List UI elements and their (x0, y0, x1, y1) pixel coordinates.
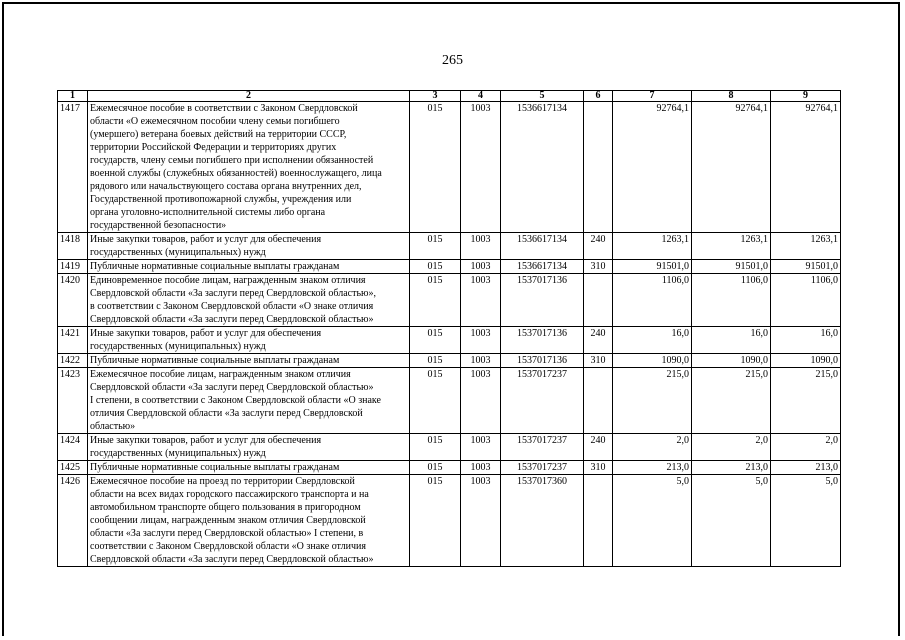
section-code-cell: 1003 (461, 434, 501, 461)
section-code-cell: 1003 (461, 461, 501, 475)
row-name-cell: Иные закупки товаров, работ и услуг для обеспечения государственных (муниципальных) нужд (88, 233, 410, 260)
amount-col8-cell: 1090,0 (692, 354, 771, 368)
budget-table (57, 90, 841, 567)
ministry-code-cell: 015 (410, 368, 461, 434)
ministry-code-cell: 015 (410, 327, 461, 354)
section-code-cell: 1003 (461, 368, 501, 434)
expense-type-code-cell: 240 (584, 327, 613, 354)
column-header-3: 3 (410, 91, 461, 102)
target-item-code-cell: 1537017136 (501, 354, 584, 368)
row-number-cell: 1423 (58, 368, 88, 434)
row-number-cell: 1424 (58, 434, 88, 461)
column-header-5: 5 (501, 91, 584, 102)
page-number: 265 (442, 53, 463, 68)
table-row (58, 434, 841, 461)
row-number-cell: 1421 (58, 327, 88, 354)
amount-col8-cell: 91501,0 (692, 260, 771, 274)
section-code-cell: 1003 (461, 233, 501, 260)
row-number-cell: 1425 (58, 461, 88, 475)
expense-type-code-cell: 310 (584, 461, 613, 475)
table-row (58, 475, 841, 567)
amount-col9-cell: 213,0 (771, 461, 841, 475)
amount-col9-cell: 2,0 (771, 434, 841, 461)
amount-col8-cell: 215,0 (692, 368, 771, 434)
amount-col8-cell: 1106,0 (692, 274, 771, 327)
target-item-code-cell: 1536617134 (501, 260, 584, 274)
section-code-cell: 1003 (461, 274, 501, 327)
amount-col9-cell: 91501,0 (771, 260, 841, 274)
expense-type-code-cell (584, 368, 613, 434)
amount-col8-cell: 1263,1 (692, 233, 771, 260)
table-header-row (58, 91, 841, 102)
target-item-code-cell: 1537017237 (501, 434, 584, 461)
amount-col7-cell: 91501,0 (613, 260, 692, 274)
row-name-cell: Иные закупки товаров, работ и услуг для обеспечения государственных (муниципальных) нужд (88, 327, 410, 354)
row-number-cell: 1417 (58, 102, 88, 233)
row-number-cell: 1422 (58, 354, 88, 368)
row-name-cell: Публичные нормативные социальные выплаты гражданам (88, 354, 410, 368)
amount-col7-cell: 92764,1 (613, 102, 692, 233)
table-row (58, 327, 841, 354)
target-item-code-cell: 1537017237 (501, 461, 584, 475)
amount-col7-cell: 213,0 (613, 461, 692, 475)
expense-type-code-cell: 310 (584, 354, 613, 368)
table-row (58, 461, 841, 475)
row-number-cell: 1418 (58, 233, 88, 260)
table-row (58, 368, 841, 434)
row-name-cell: Ежемесячное пособие на проезд по территории Свердловской области на всех видах городского пассажирского транспорта и на автомобильном транспорте общего пользования в пригородном сообщении лицам, награжденным знаком отличия Свердловской области «За заслуги перед Свердловской областью» I степени, в соответствии с Законом Свердловской области «О знаке отличия Свердловской области «За заслуги перед Свердловской областью» (88, 475, 410, 567)
target-item-code-cell: 1536617134 (501, 233, 584, 260)
expense-type-code-cell: 240 (584, 233, 613, 260)
column-header-9: 9 (771, 91, 841, 102)
row-number-cell: 1426 (58, 475, 88, 567)
expense-type-code-cell (584, 475, 613, 567)
ministry-code-cell: 015 (410, 274, 461, 327)
amount-col7-cell: 2,0 (613, 434, 692, 461)
amount-col7-cell: 1106,0 (613, 274, 692, 327)
section-code-cell: 1003 (461, 327, 501, 354)
row-number-cell: 1419 (58, 260, 88, 274)
column-header-2: 2 (88, 91, 410, 102)
ministry-code-cell: 015 (410, 260, 461, 274)
expense-type-code-cell (584, 274, 613, 327)
ministry-code-cell: 015 (410, 233, 461, 260)
table-row (58, 102, 841, 233)
amount-col9-cell: 1106,0 (771, 274, 841, 327)
amount-col7-cell: 5,0 (613, 475, 692, 567)
target-item-code-cell: 1537017237 (501, 368, 584, 434)
expense-type-code-cell: 310 (584, 260, 613, 274)
table-row (58, 274, 841, 327)
row-name-cell: Ежемесячное пособие в соответствии с Законом Свердловской области «О ежемесячном пособии члену семьи погибшего (умершего) ветерана боевых действий на территории СССР, территории Российской Федерации и территориях других государств, члену семьи погибшего при исполнении обязанностей военной службы (служебных обязанностей) военнослужащего, лица рядового или начальствующего состава органа внутренних дел, Государственной противопожарной службы, учреждения или органа уголовно-исполнительной системы либо органа государственной безопасности» (88, 102, 410, 233)
amount-col9-cell: 1263,1 (771, 233, 841, 260)
column-header-4: 4 (461, 91, 501, 102)
target-item-code-cell: 1536617134 (501, 102, 584, 233)
amount-col7-cell: 1090,0 (613, 354, 692, 368)
section-code-cell: 1003 (461, 354, 501, 368)
amount-col8-cell: 92764,1 (692, 102, 771, 233)
target-item-code-cell: 1537017360 (501, 475, 584, 567)
section-code-cell: 1003 (461, 102, 501, 233)
amount-col7-cell: 16,0 (613, 327, 692, 354)
amount-col8-cell: 5,0 (692, 475, 771, 567)
column-header-7: 7 (613, 91, 692, 102)
row-name-cell: Иные закупки товаров, работ и услуг для обеспечения государственных (муниципальных) нужд (88, 434, 410, 461)
row-name-cell: Публичные нормативные социальные выплаты гражданам (88, 260, 410, 274)
target-item-code-cell: 1537017136 (501, 327, 584, 354)
amount-col9-cell: 16,0 (771, 327, 841, 354)
amount-col9-cell: 1090,0 (771, 354, 841, 368)
amount-col9-cell: 92764,1 (771, 102, 841, 233)
amount-col7-cell: 215,0 (613, 368, 692, 434)
target-item-code-cell: 1537017136 (501, 274, 584, 327)
section-code-cell: 1003 (461, 260, 501, 274)
table-row (58, 260, 841, 274)
ministry-code-cell: 015 (410, 461, 461, 475)
expense-type-code-cell: 240 (584, 434, 613, 461)
column-header-6: 6 (584, 91, 613, 102)
row-number-cell: 1420 (58, 274, 88, 327)
table-body (58, 102, 841, 567)
amount-col8-cell: 16,0 (692, 327, 771, 354)
ministry-code-cell: 015 (410, 354, 461, 368)
table-row (58, 354, 841, 368)
ministry-code-cell: 015 (410, 434, 461, 461)
section-code-cell: 1003 (461, 475, 501, 567)
row-name-cell: Единовременное пособие лицам, награжденным знаком отличия Свердловской области «За заслуги перед Свердловской областью», в соответствии с Законом Свердловской области «О знаке отличия Свердловской области «За заслуги перед Свердловской областью» (88, 274, 410, 327)
amount-col7-cell: 1263,1 (613, 233, 692, 260)
table-row (58, 233, 841, 260)
amount-col8-cell: 2,0 (692, 434, 771, 461)
row-name-cell: Ежемесячное пособие лицам, награжденным знаком отличия Свердловской области «За заслуги перед Свердловской областью» I степени, в соответствии с Законом Свердловской области «О знаке отличия Свердловской области «За заслуги перед Свердловской областью» (88, 368, 410, 434)
expense-type-code-cell (584, 102, 613, 233)
ministry-code-cell: 015 (410, 102, 461, 233)
row-name-cell: Публичные нормативные социальные выплаты гражданам (88, 461, 410, 475)
amount-col9-cell: 215,0 (771, 368, 841, 434)
amount-col8-cell: 213,0 (692, 461, 771, 475)
amount-col9-cell: 5,0 (771, 475, 841, 567)
column-header-1: 1 (58, 91, 88, 102)
column-header-8: 8 (692, 91, 771, 102)
ministry-code-cell: 015 (410, 475, 461, 567)
